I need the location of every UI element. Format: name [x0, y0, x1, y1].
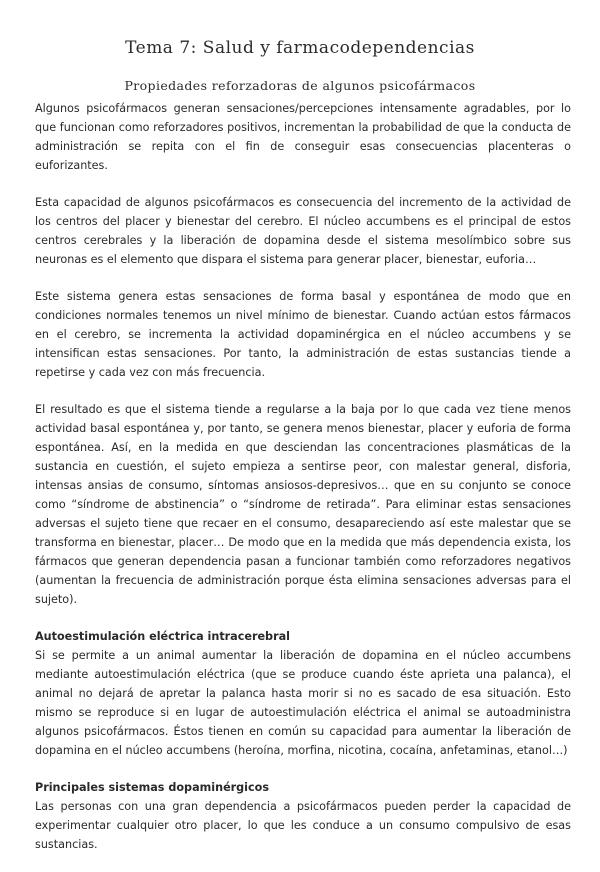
section-heading-autoestimulacion: Autoestimulación eléctrica intracerebral — [35, 630, 290, 643]
document-body — [35, 99, 571, 872]
paragraph-3: Este sistema genera estas sensaciones de forma basal y espontánea de modo que en condiciones normales tenemos un nivel mínimo de bienestar. Cuando actúan estos fármacos en el cerebro, se incrementa la actividad dopaminérgica en el núcleo accumbens y se intensifican estas sensaciones. Por tanto, la administración de estas sustancias tiende a repetirse y cada vez con más frecuencia. — [35, 290, 571, 379]
paragraph-4: El resultado es que el sistema tiende a regularse a la baja por lo que cada vez tiene menos actividad basal espontánea y, por tanto, se genera menos bienestar, placer y euforia de forma espontánea. Así, en la medida en que desciendan las concentraciones plasmáticas de la sustancia en cuestión, el sujeto empieza a sentirse peor, con malestar general, disforia, intensas ansias de consumo, síntomas ansiosos-depresivos… que en su conjunto se conoce como “síndrome de abstinencia” o “síndrome de retirada”. Para eliminar estas sensaciones adversas el sujeto tiene que recaer en el consumo, desapareciendo así este malestar que se transforma en bienestar, placer… De modo que en la medida que más dependencia exista, los fármacos que generan dependencia pasan a funcionar también como reforzadores negativos (aumentan la frecuencia de administración porque ésta elimina sensaciones adversas para el sujeto). — [35, 403, 571, 606]
paragraph-2: Esta capacidad de algunos psicofármacos es consecuencia del incremento de la actividad de los centros del placer y bienestar del cerebro. El núcleo accumbens es el principal de estos centros cerebrales y la liberación de dopamina desde el sistema mesolímbico sobre sus neuronas es el elemento que dispara el sistema para generar placer, bienestar, euforia… — [35, 196, 571, 266]
section-heading-sistemas-dopaminergicos: Principales sistemas dopaminérgicos — [35, 781, 269, 794]
page-title: Tema 7: Salud y farmacodependencias — [125, 38, 475, 58]
section-text-sistemas-dopaminergicos: Las personas con una gran dependencia a psicofármacos pueden perder la capacidad de experimentar cualquier otro placer, lo que les conduce a un consumo compulsivo de esas sustancias. — [35, 800, 571, 851]
paragraph-1: Algunos psicofármacos generan sensaciones/percepciones intensamente agradables, por lo que funcionan como reforzadores positivos, incrementan la probabilidad de que la conducta de administración se repita con el fin de conseguir esas consecuencias placenteras o euforizantes. — [35, 102, 571, 172]
page-subtitle: Propiedades reforzadoras de algunos psicofármacos — [124, 78, 476, 93]
section-text-autoestimulacion: Si se permite a un animal aumentar la liberación de dopamina en el núcleo accumbens mediante autoestimulación eléctrica (que se produce cuando éste aprieta una palanca), el animal no dejará de apretar la palanca hasta morir si no es sacado de esa situación. Esto mismo se reproduce si en lugar de autoestimulación eléctrica el animal se autoadministra algunos psicofármacos. Éstos tienen en común su capacidad para aumentar la liberación de dopamina en el núcleo accumbens (heroína, morfina, nicotina, cocaína, anfetaminas, etanol…) — [35, 649, 571, 757]
